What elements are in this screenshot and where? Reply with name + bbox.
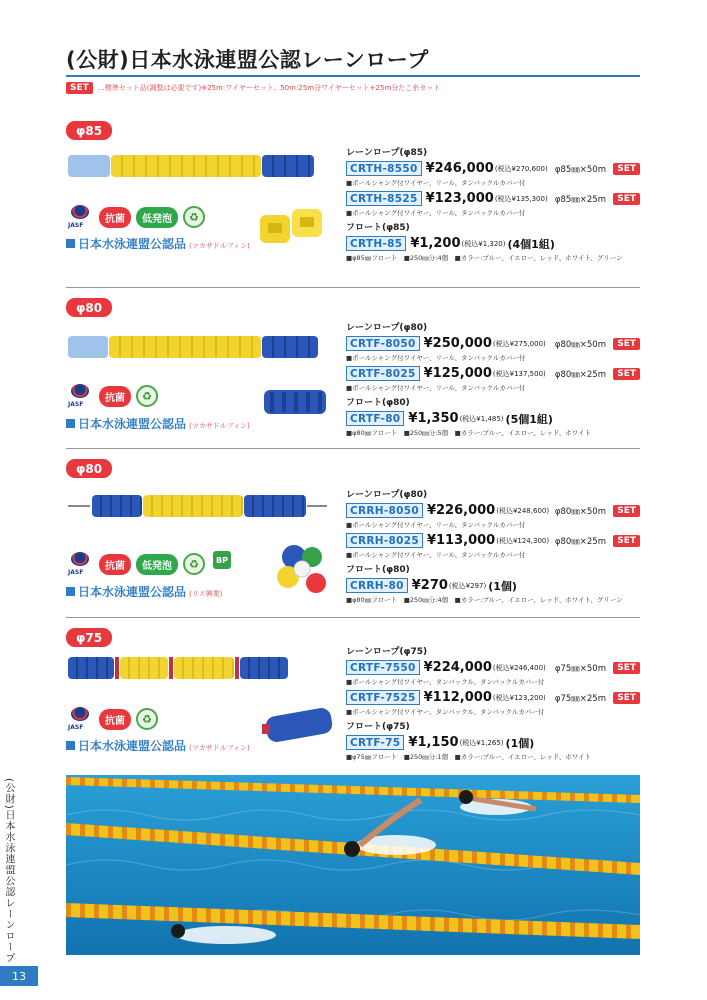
set-tag: SET [613,193,640,205]
certification-label: 日本水泳連盟公認品 (リス興業) [66,583,222,600]
product-code: CRTF-75 [346,735,404,750]
spec-block: レーンロープ(φ80) CRRH-8050 ¥226,000 (税込¥248,600) φ80㎜×50m SET ■ポールシャング付ワイヤー、リール、タンバックルカバー付 CRRH-8025 ¥113,000 (税込¥124,300) φ80㎜×25m SET ■ポールシャング付ワイヤー、リール、タンバックルカバー付 フロート(φ80) CRRH-80 ¥270 (税込¥297) (1個) ■φ80㎜フロート ■250㎜分:4個 ■カラー:ブルー、イエロー、レッド、ホワイト、グリーン [346,487,640,607]
set-legend [66,82,440,94]
set-tag: SET [613,368,640,380]
product-code: CRTF-8050 [346,336,420,351]
eco-mark-icon: ♻ [136,385,158,407]
section-divider [66,287,640,288]
set-tag: SET [613,535,640,547]
square-bullet-icon [66,419,75,428]
certification-label: 日本水泳連盟公認品 (ツカサドルフィン) [66,737,250,754]
certification-label: 日本水泳連盟公認品 (ツカサドルフィン) [66,415,250,432]
size-tab: φ80 [66,459,112,478]
product-line: CRTF-7550 ¥224,000 (税込¥246,400) φ75㎜×50m SET [346,659,640,676]
lane-rope-image [68,153,328,179]
section-divider [66,448,640,449]
product-section-phi75 [66,628,640,768]
antibacterial-badge: 抗菌 [99,709,131,730]
product-line: CRRH-8050 ¥226,000 (税込¥248,600) φ80㎜×50m SET [346,502,640,519]
product-code: CRTH-8525 [346,191,422,206]
antibacterial-badge: 抗菌 [99,554,131,575]
size-tab: φ80 [66,298,112,317]
set-tag: SET [613,692,640,704]
product-code: CRTH-85 [346,236,406,251]
section-divider [66,617,640,618]
product-line: CRRH-80 ¥270 (税込¥297) (1個) [346,577,640,594]
side-label: (公財)日本水泳連盟公認レーンロープ [3,778,14,964]
jasf-logo: JASF [66,552,94,576]
product-line: CRTH-8550 ¥246,000 (税込¥270,600) φ85㎜×50m SET [346,160,640,177]
biomass-plastic-mark-icon: BP [210,551,234,577]
square-bullet-icon [66,239,75,248]
product-line: CRTF-80 ¥1,350 (税込¥1,485) (5個1組) [346,410,640,427]
product-line: CRTF-75 ¥1,150 (税込¥1,265) (1個) [346,734,640,751]
low-foam-badge: 低発泡 [136,554,178,575]
lane-rope-image [68,334,330,360]
product-code: CRTF-7525 [346,690,420,705]
product-code: CRRH-80 [346,578,408,593]
eco-mark-icon: ♻ [183,206,205,228]
spec-block: レーンロープ(φ85) CRTH-8550 ¥246,000 (税込¥270,600) φ85㎜×50m SET ■ポールシャング付ワイヤー、リール、タンバックルカバー付 CRTH-8525 ¥123,000 (税込¥135,300) φ85㎜×25m SET ■ポールシャング付ワイヤー、リール、タンバックルカバー付 フロート(φ85) CRTH-85 ¥1,200 (税込¥1,320) (4個1組) ■φ85㎜フロート ■250㎜分:4個 ■カラー:ブルー、イエロー、レッド、ホワイト、グリーン [346,145,640,265]
float-image [262,384,332,424]
product-code: CRRH-8050 [346,503,423,518]
float-image [258,205,328,255]
badge-row [66,551,234,577]
eco-mark-icon: ♻ [136,708,158,730]
badge-row [66,707,158,731]
jasf-logo: JASF [66,205,94,229]
antibacterial-badge: 抗菌 [99,207,131,228]
product-code: CRTF-7550 [346,660,420,675]
lane-rope-image [68,655,334,681]
product-section-phi85 [66,121,640,289]
title-rule [66,75,640,77]
set-tag: SET [613,338,640,350]
lane-rope-image [68,493,332,519]
square-bullet-icon [66,741,75,750]
float-image [272,539,332,601]
eco-mark-icon: ♻ [183,553,205,575]
float-image [262,706,338,750]
jasf-logo: JASF [66,384,94,408]
page-title: (公財)日本水泳連盟公認レーンロープ [66,48,429,72]
product-line: CRTF-8050 ¥250,000 (税込¥275,000) φ80㎜×50m SET [346,335,640,352]
product-line: CRRH-8025 ¥113,000 (税込¥124,300) φ80㎜×25m SET [346,532,640,549]
product-line: CRTH-85 ¥1,200 (税込¥1,320) (4個1組) [346,235,640,252]
set-badge: SET [66,82,93,94]
product-section-phi80-b [66,459,640,619]
product-line: CRTH-8525 ¥123,000 (税込¥135,300) φ85㎜×25m SET [346,190,640,207]
badge-row [66,384,158,408]
product-line: CRTF-8025 ¥125,000 (税込¥137,500) φ80㎜×25m SET [346,365,640,382]
square-bullet-icon [66,587,75,596]
set-tag: SET [613,662,640,674]
page-number: 13 [0,966,38,986]
size-tab: φ85 [66,121,112,140]
product-code: CRRH-8025 [346,533,423,548]
antibacterial-badge: 抗菌 [99,386,131,407]
product-code: CRTF-80 [346,411,404,426]
badge-row [66,205,205,229]
product-line: CRTF-7525 ¥112,000 (税込¥123,200) φ75㎜×25m SET [346,689,640,706]
product-code: CRTF-8025 [346,366,420,381]
product-section-phi80-a [66,298,640,450]
set-note-text: …標準セット品(調整は必要です)※25m:ワイヤーセット、50m:25m分ワイヤーセット+25m分たこ糸セット [97,84,441,92]
set-tag: SET [613,505,640,517]
size-tab: φ75 [66,628,112,647]
pool-photo [66,775,640,955]
product-code: CRTH-8550 [346,161,422,176]
certification-label: 日本水泳連盟公認品 (ツカサドルフィン) [66,235,250,252]
set-tag: SET [613,163,640,175]
spec-block: レーンロープ(φ80) CRTF-8050 ¥250,000 (税込¥275,000) φ80㎜×50m SET ■ポールシャング付ワイヤー、リール、タンバックルカバー付 CRTF-8025 ¥125,000 (税込¥137,500) φ80㎜×25m SET ■ポールシャング付ワイヤー、リール、タンバックルカバー付 フロート(φ80) CRTF-80 ¥1,350 (税込¥1,485) (5個1組) ■φ80㎜フロート ■250㎜分:5個 ■カラー:ブルー、イエロー、レッド、ホワイト [346,320,640,440]
low-foam-badge: 低発泡 [136,207,178,228]
jasf-logo: JASF [66,707,94,731]
spec-block: レーンロープ(φ75) CRTF-7550 ¥224,000 (税込¥246,400) φ75㎜×50m SET ■ポールシャング付ワイヤー、タンバックル、タンバックルカバー付 CRTF-7525 ¥112,000 (税込¥123,200) φ75㎜×25m SET ■ポールシャング付ワイヤー、タンバックル、タンバックルカバー付 フロート(φ75) CRTF-75 ¥1,150 (税込¥1,265) (1個) ■φ75㎜フロート ■250㎜分:1個 ■カラー:ブルー、イエロー、レッド、ホワイト [346,644,640,764]
